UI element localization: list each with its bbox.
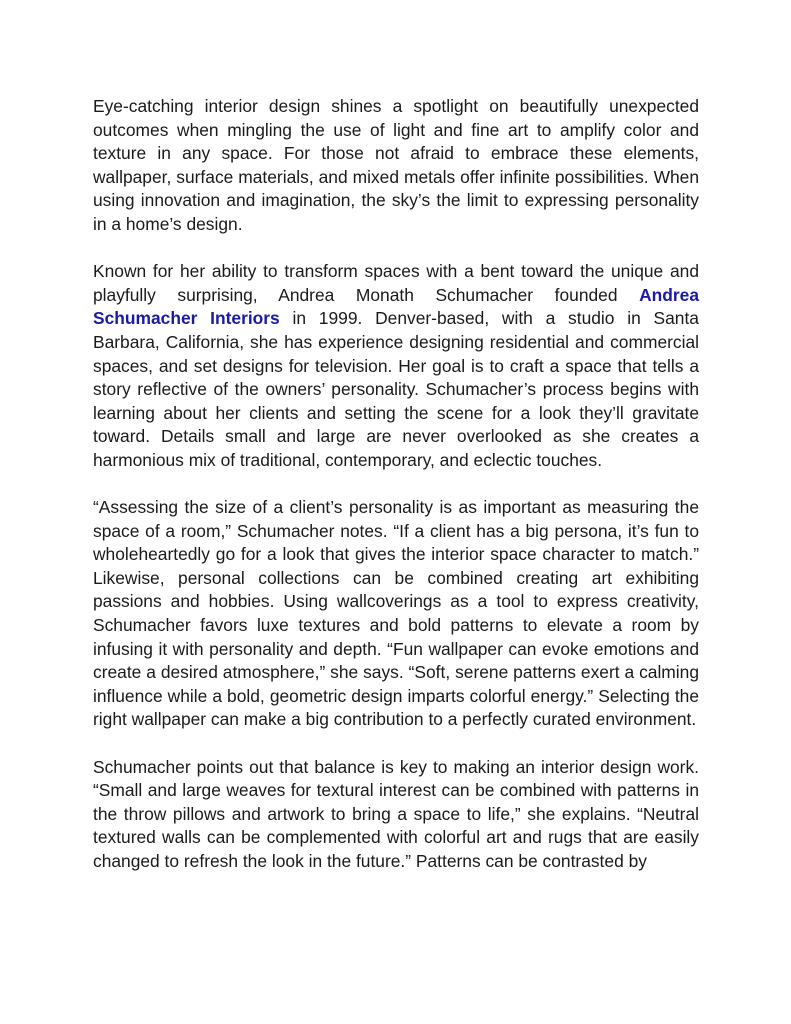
paragraph-personality: “Assessing the size of a client’s personality is as important as measuring the space of a room,” Schumacher notes. “If a client has a big persona, it’s fun to wholeheartedly go for a look that gives the interior space character to match.” Likewise, personal collections can be combined creating art exhibiting passions and hobbies. Using wallcoverings as a tool to express creativity, Schumacher favors luxe textures and bold patterns to elevate a room by infusing it with personality and depth. “Fun wallpaper can evoke emotions and create a desired atmosphere,” she says. “Soft, serene patterns exert a calming influence while a bold, geometric design imparts colorful energy.” Selecting the right wallpaper can make a big contribution to a perfectly curated environment. bbox=[93, 497, 699, 730]
paragraph-intro: Eye-catching interior design shines a spotlight on beautifully unexpected outcomes when mingling the use of light and fine art to amplify color and texture in any space. For those not afraid to embrace these elements, wallpaper, surface materials, and mixed metals offer infinite possibilities. When using innovation and imagination, the sky’s the limit to expressing personality in a home’s design. bbox=[93, 96, 699, 234]
document-page bbox=[93, 95, 699, 897]
paragraph-founder-text-before: Known for her ability to transform spaces with a bent toward the unique and playfully surprising, Andrea Monath Schumacher founded bbox=[93, 261, 699, 305]
andrea-schumacher-interiors-link[interactable]: Andrea Schumacher Interiors bbox=[93, 284, 699, 329]
paragraph-balance: Schumacher points out that balance is key to making an interior design work. “Small and large weaves for textural interest can be combined with patterns in the throw pillows and artwork to bring a space to life,” she explains. “Neutral textured walls can be complemented with colorful art and rugs that are easily changed to refresh the look in the future.” Patterns can be contrasted by bbox=[93, 756, 699, 871]
paragraph-founder bbox=[93, 260, 699, 472]
paragraph-founder-text-after: in 1999. Denver-based, with a studio in Santa Barbara, California, she has experience designing residential and commercial spaces, and set designs for television. Her goal is to craft a space that tells a story reflective of the owners’ personality. Schumacher’s process begins with learning about her clients and setting the scene for a look they’ll gravitate toward. Details small and large are never overlooked as she creates a harmonious mix of traditional, contemporary, and eclectic touches. bbox=[93, 308, 699, 470]
